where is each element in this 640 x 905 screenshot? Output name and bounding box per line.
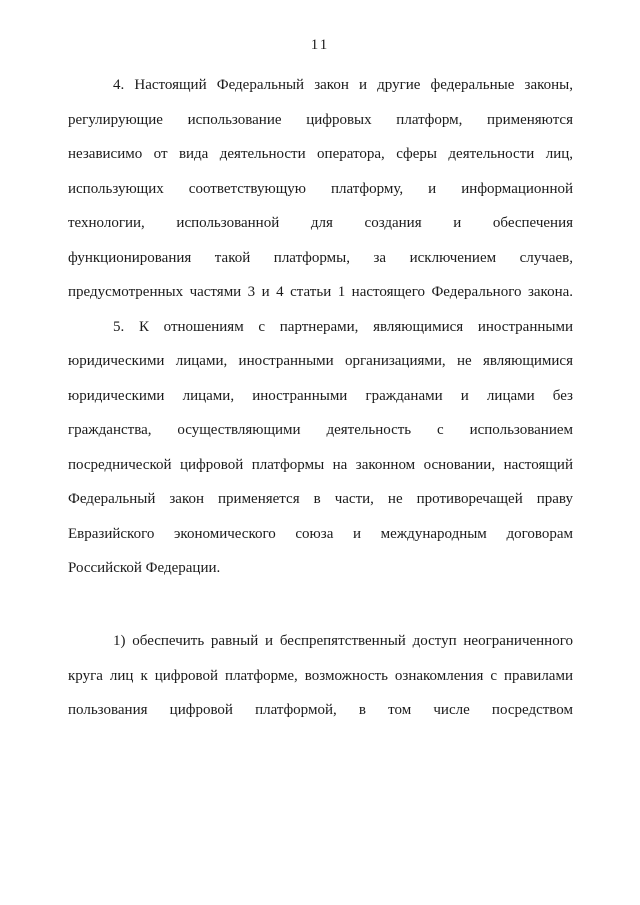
subclause-1 xyxy=(68,624,573,728)
text-line: посреднической цифровой платформы на законном основании, настоящий xyxy=(68,456,573,473)
text-line: Федеральный закон применяется в части, не противоречащей праву xyxy=(68,491,573,507)
paragraph-4 xyxy=(68,68,573,310)
clause-1 xyxy=(68,590,573,625)
text-line: функционирования такой платформы, за исключением случаев, xyxy=(68,249,573,266)
text-line: независимо от вида деятельности оператора, сферы деятельности лиц, xyxy=(68,146,573,162)
text-line: технологии, использованной для создания и обеспечения xyxy=(68,215,573,231)
text-line: 5. К отношениям с партнерами, являющимися иностранными xyxy=(113,318,573,335)
text-line: пользования цифровой платформой, в том числе посредством xyxy=(68,702,573,718)
text-line: регулирующие использование цифровых платформ, применяются xyxy=(68,111,573,128)
text-line: юридическими лицами, иностранными организациями, не являющимися xyxy=(68,353,573,369)
text-line: использующих соответствующую платформу, и информационной xyxy=(68,180,573,197)
page-number: 11 xyxy=(310,37,330,53)
text-block xyxy=(68,68,573,728)
text-line: Евразийского экономического союза и международным договорам xyxy=(68,525,573,542)
text-line: 1) обеспечить равный и беспрепятственный доступ неограниченного xyxy=(113,633,573,649)
text-line: 4. Настоящий Федеральный закон и другие федеральные законы, xyxy=(113,77,573,93)
text-line: юридическими лицами, иностранными гражданами и лицами без xyxy=(68,387,573,404)
text-line: круга лиц к цифровой платформе, возможность ознакомления с правилами xyxy=(68,667,573,684)
text-line: Российской Федерации. xyxy=(68,560,221,576)
text-line: предусмотренных частями 3 и 4 статьи 1 настоящего Федерального закона. xyxy=(68,284,573,300)
text-line xyxy=(68,590,573,625)
text-line: гражданства, осуществляющими деятельность с использованием xyxy=(68,422,573,438)
paragraph-5 xyxy=(68,310,573,586)
